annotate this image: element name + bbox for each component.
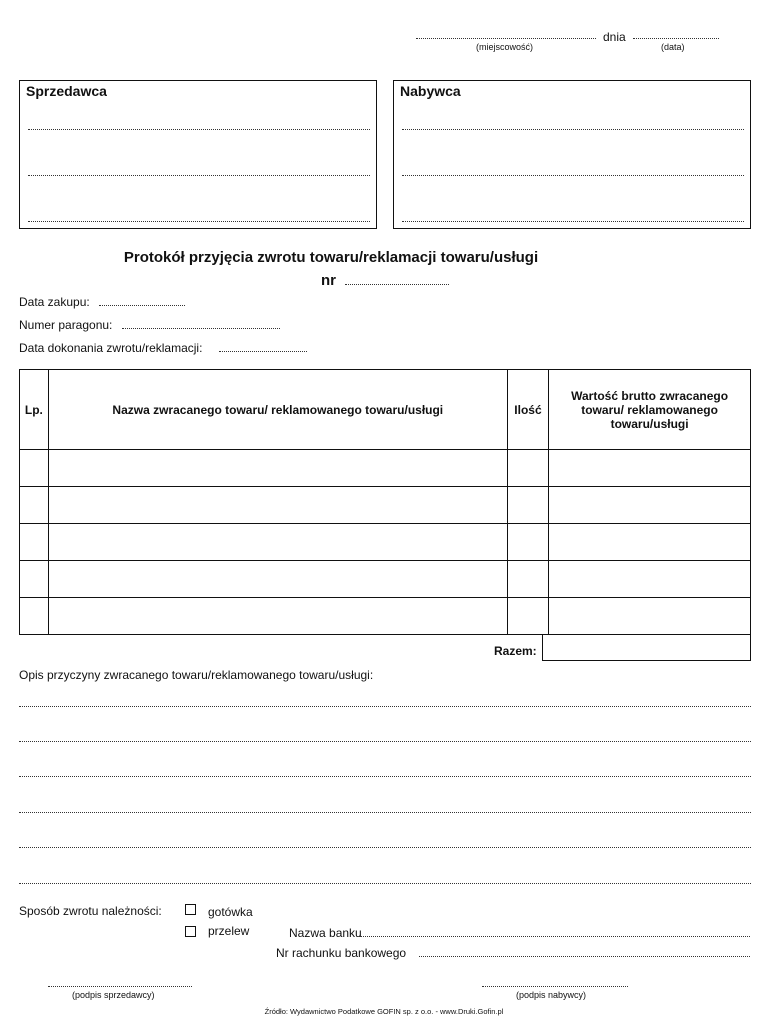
header-name: Nazwa zwracanego towaru/ reklamowanego towaru/usługi — [48, 370, 507, 450]
cash-checkbox[interactable] — [185, 904, 196, 915]
account-number-field[interactable] — [419, 956, 750, 957]
purchase-date-label: Data zakupu: — [19, 295, 90, 309]
row-lp[interactable] — [20, 598, 49, 635]
row-value[interactable] — [549, 561, 751, 598]
receipt-number-field[interactable] — [122, 328, 280, 329]
row-name[interactable] — [48, 524, 507, 561]
row-name[interactable] — [48, 598, 507, 635]
return-date-field[interactable] — [219, 351, 307, 352]
seller-box — [19, 80, 377, 229]
document-title: Protokół przyjęcia zwrotu towaru/reklamacji towaru/usługi — [123, 249, 539, 266]
date-field[interactable] — [633, 38, 719, 39]
row-lp[interactable] — [20, 561, 49, 598]
bank-name-field[interactable] — [357, 936, 750, 937]
reason-line-1[interactable] — [19, 706, 751, 707]
table-row — [20, 561, 751, 598]
nr-label: nr — [321, 272, 336, 289]
row-qty[interactable] — [507, 524, 548, 561]
table-row — [20, 487, 751, 524]
row-name[interactable] — [48, 450, 507, 487]
transfer-label: przelew — [208, 924, 250, 938]
footer-source: Źródło: Wydawnictwo Podatkowe GOFIN sp. z o.o. - www.Druki.Gofin.pl — [264, 1007, 504, 1016]
table-row — [20, 450, 751, 487]
row-qty[interactable] — [507, 487, 548, 524]
items-table — [19, 369, 751, 635]
seller-signature-caption: (podpis sprzedawcy) — [72, 990, 155, 1000]
reason-label: Opis przyczyny zwracanego towaru/reklamowanego towaru/usługi: — [19, 668, 374, 682]
cash-label: gotówka — [208, 905, 253, 919]
row-qty[interactable] — [507, 598, 548, 635]
reason-line-2[interactable] — [19, 741, 751, 742]
date-caption: (data) — [661, 42, 685, 52]
header-qty: Ilość — [507, 370, 548, 450]
header-value: Wartość brutto zwracanego towaru/ reklamowanego towaru/usługi — [549, 370, 751, 450]
seller-box-title: Sprzedawca — [26, 83, 107, 99]
row-value[interactable] — [549, 487, 751, 524]
receipt-number-label: Numer paragonu: — [19, 318, 113, 332]
buyer-box — [393, 80, 751, 229]
place-field[interactable] — [416, 38, 596, 39]
row-lp[interactable] — [20, 487, 49, 524]
dnia-label: dnia — [603, 30, 626, 44]
row-value[interactable] — [549, 450, 751, 487]
row-lp[interactable] — [20, 524, 49, 561]
bank-name-label: Nazwa banku — [289, 926, 362, 940]
place-caption: (miejscowość) — [476, 42, 534, 52]
row-name[interactable] — [48, 561, 507, 598]
buyer-line-1[interactable] — [402, 129, 744, 130]
buyer-box-title: Nabywca — [400, 83, 461, 99]
purchase-date-field[interactable] — [99, 305, 185, 306]
buyer-signature-caption: (podpis nabywcy) — [516, 990, 587, 1000]
table-row — [20, 524, 751, 561]
row-value[interactable] — [549, 598, 751, 635]
table-row — [20, 598, 751, 635]
buyer-signature-line[interactable] — [482, 986, 628, 987]
nr-field[interactable] — [345, 284, 449, 285]
row-name[interactable] — [48, 487, 507, 524]
seller-signature-line[interactable] — [48, 986, 192, 987]
reason-line-4[interactable] — [19, 812, 751, 813]
seller-line-3[interactable] — [28, 221, 370, 222]
reason-line-6[interactable] — [19, 883, 751, 884]
payment-label: Sposób zwrotu należności: — [19, 904, 162, 918]
reason-line-3[interactable] — [19, 776, 751, 777]
seller-line-1[interactable] — [28, 129, 370, 130]
total-cell[interactable] — [542, 634, 751, 661]
buyer-line-2[interactable] — [402, 175, 744, 176]
buyer-line-3[interactable] — [402, 221, 744, 222]
row-lp[interactable] — [20, 450, 49, 487]
reason-line-5[interactable] — [19, 847, 751, 848]
header-lp: Lp. — [20, 370, 49, 450]
row-qty[interactable] — [507, 561, 548, 598]
account-number-label: Nr rachunku bankowego — [276, 946, 407, 960]
row-qty[interactable] — [507, 450, 548, 487]
return-date-label: Data dokonania zwrotu/reklamacji: — [19, 341, 203, 355]
transfer-checkbox[interactable] — [185, 926, 196, 937]
table-header-row — [20, 370, 751, 450]
row-value[interactable] — [549, 524, 751, 561]
seller-line-2[interactable] — [28, 175, 370, 176]
total-label: Razem: — [494, 644, 537, 658]
